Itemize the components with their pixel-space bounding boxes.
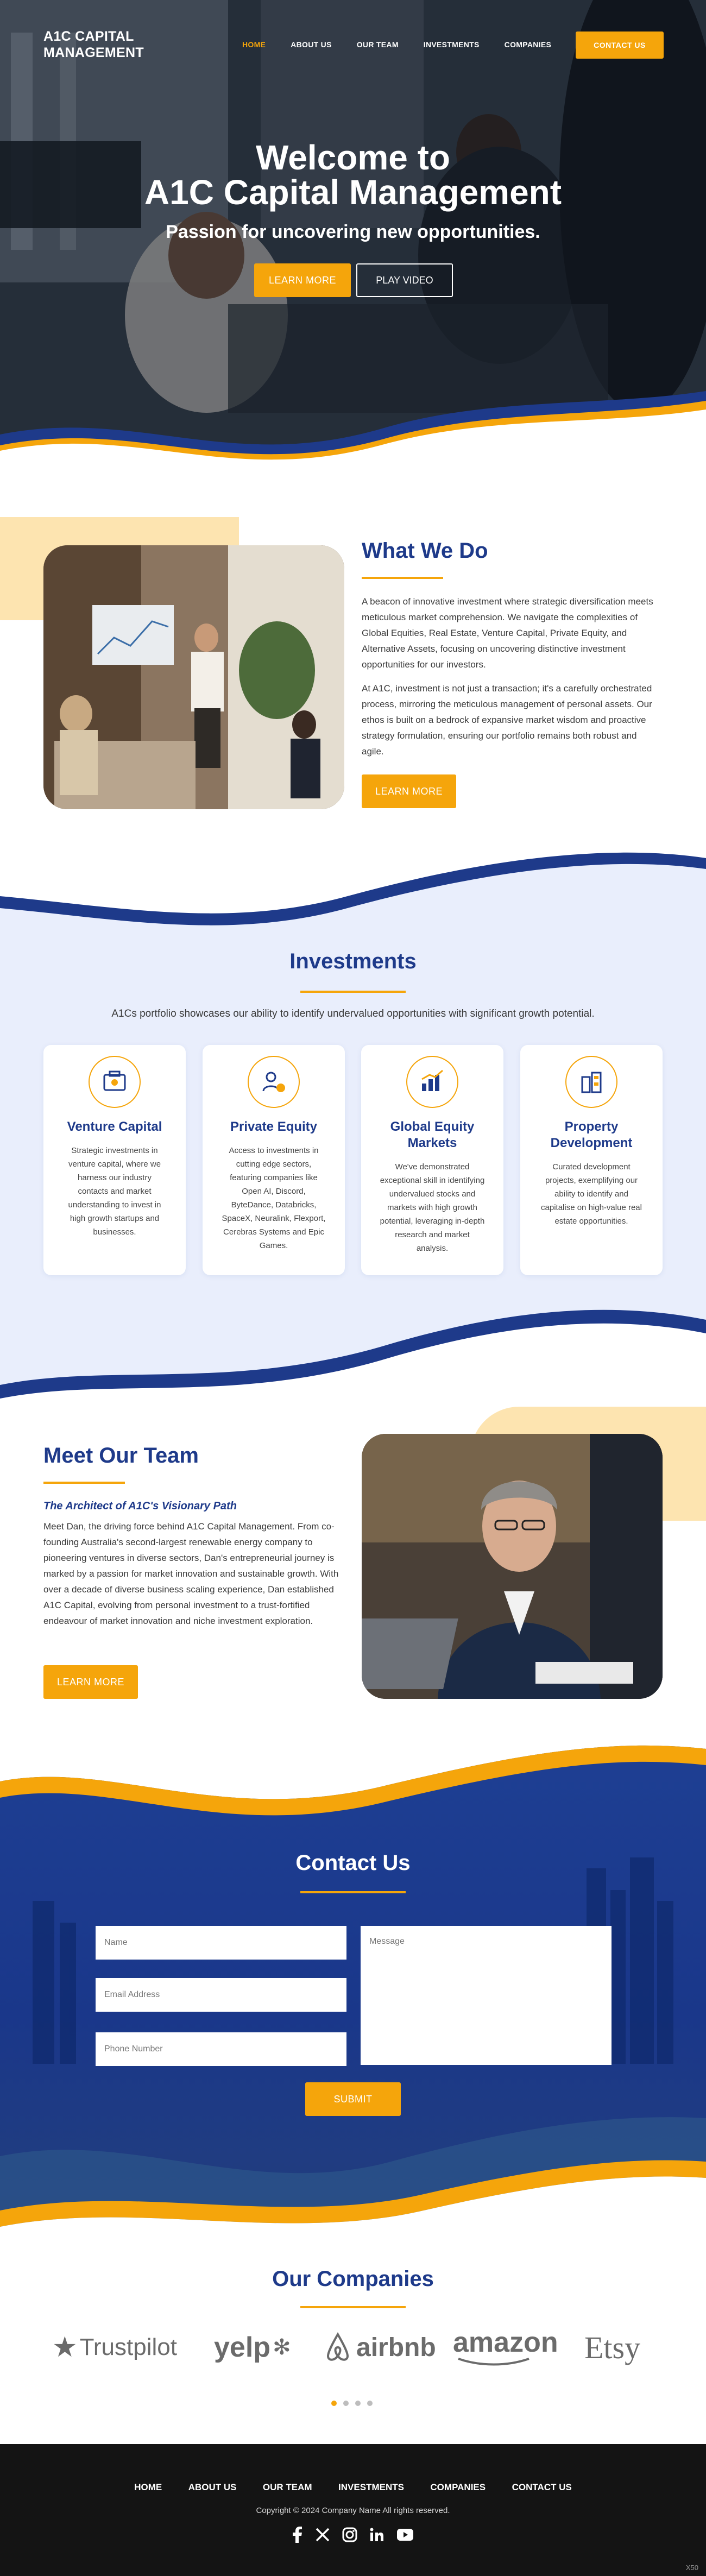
footer-nav [0,2482,706,2493]
carousel-dots [331,2401,373,2406]
nav-contact-us-button[interactable]: CONTACT US [576,32,664,59]
nav-investments[interactable]: INVESTMENTS [423,40,480,49]
investment-card-venture-capital[interactable] [43,1045,186,1275]
trustpilot-logo[interactable] [52,2326,177,2369]
footer-nav-investments[interactable]: INVESTMENTS [338,2482,404,2492]
what-we-do-title: What We Do [362,539,488,563]
what-we-do-accent-line [362,577,443,579]
facebook-icon[interactable] [291,2527,303,2543]
etsy-logo[interactable] [584,2326,640,2369]
logo-line-2: MANAGEMENT [43,45,144,60]
airbnb-mark-icon [323,2331,353,2364]
private-equity-icon [248,1056,300,1108]
what-we-do-learn-more-button[interactable]: LEARN MORE [362,774,456,808]
nav-about-us[interactable]: ABOUT US [291,40,332,49]
footer-nav-home[interactable]: HOME [134,2482,162,2492]
footer-nav-companies[interactable]: COMPANIES [430,2482,486,2492]
hero-section [0,0,706,467]
hero-title [0,140,706,210]
footer [0,2444,706,2576]
contact-title: Contact Us [295,1851,411,1875]
etsy-logo-text: Etsy [584,2329,641,2365]
carousel-dot-4[interactable] [367,2401,373,2406]
yelp-logo-text: yelp [214,2332,271,2363]
phone-field[interactable] [96,2032,346,2066]
hero-subtitle: Passion for uncovering new opportunities. [166,222,540,242]
hero-learn-more-button[interactable]: LEARN MORE [254,263,351,297]
global-equity-text: We've demonstrated exceptional skill in identifying undervalued stocks and markets with high growth potential, leveraging in-depth research and market analysis. [380,1162,485,1253]
property-development-text: Curated development projects, exemplifying our ability to identify and capitalise on high-value real estate opportunities. [541,1162,642,1226]
airbnb-logo[interactable] [323,2326,436,2369]
property-development-title: Property Development [550,1119,633,1150]
contact-accent-line [300,1891,406,1893]
private-equity-text: Access to investments in cutting edge sectors, featuring companies like Open AI, Discord, ByteDance, Databricks, SpaceX, Neuralink, Flexport, Cerebras Systems and Epic Games. [222,1146,326,1250]
nav-companies[interactable]: COMPANIES [504,40,552,49]
linkedin-icon[interactable] [369,2527,384,2542]
hero-wave-divider [0,375,706,467]
play-video-button[interactable]: PLAY VIDEO [356,263,453,297]
x-icon[interactable] [315,2527,330,2542]
star-icon: ★ [52,2332,78,2363]
message-field[interactable] [361,1926,612,2065]
footer-nav-our-team[interactable]: OUR TEAM [262,2482,312,2492]
venture-capital-title: Venture Capital [67,1119,162,1134]
team-member-photo [362,1434,663,1699]
team-learn-more-button[interactable]: LEARN MORE [43,1665,138,1699]
hero-title-line-2: A1C Capital Management [144,173,562,212]
trustpilot-logo-text: Trustpilot [79,2334,177,2360]
team-title: Meet Our Team [43,1444,199,1467]
investments-subtitle: A1Cs portfolio showcases our ability to identify undervalued opportunities with significant growth potential. [111,1008,595,1019]
investment-card-private-equity[interactable] [203,1045,345,1275]
nav-our-team[interactable]: OUR TEAM [356,40,399,49]
amazon-smile-icon [453,2357,534,2366]
amazon-logo-text: amazon [453,2327,558,2358]
youtube-icon[interactable] [396,2528,414,2542]
team-description: Meet Dan, the driving force behind A1C Capital Management. From co-founding Australia's second-largest renewable energy company to pioneering ventures in diverse sectors, Dan's entrepreneurial journey is marked by a passion for market innovation and sustainable growth. With over a decade of diverse business scaling experience, Dan established A1C Capital, evolving from personal investment to a trust-fortified endeavour of market innovation and niche investment exploration. [43,1521,339,1626]
global-equity-icon [406,1056,458,1108]
carousel-dot-2[interactable] [343,2401,349,2406]
carousel-dot-3[interactable] [355,2401,361,2406]
investment-card-property-development[interactable] [520,1045,663,1275]
team-subtitle: The Architect of A1C's Visionary Path [43,1500,237,1512]
name-field[interactable] [96,1926,346,1960]
email-field[interactable] [96,1978,346,2012]
yelp-logo[interactable] [214,2326,291,2369]
nav-home[interactable]: HOME [242,40,266,49]
submit-button[interactable]: SUBMIT [305,2082,401,2116]
property-icon [565,1056,617,1108]
amazon-logo[interactable] [453,2326,558,2369]
footer-nav-contact-us[interactable]: CONTACT US [512,2482,572,2492]
team-accent-line [43,1482,125,1484]
venture-capital-text: Strategic investments in venture capital, where we harness our industry contacts and market understanding to invest in high growth startups and businesses. [68,1146,161,1237]
footer-nav-about-us[interactable]: ABOUT US [188,2482,237,2492]
investments-title: Investments [289,949,417,973]
what-we-do-image [43,545,344,809]
logo-line-1: A1C CAPITAL [43,29,134,44]
private-equity-title: Private Equity [230,1119,318,1134]
companies-title: Our Companies [272,2267,434,2291]
site-logo[interactable] [43,28,144,61]
yelp-burst-icon: ✻ [273,2335,291,2359]
airbnb-logo-text: airbnb [356,2333,436,2362]
investments-accent-line [300,991,406,993]
hero-title-line-1: Welcome to [256,138,450,177]
what-we-do-paragraph-2: At A1C, investment is not just a transaction; it's a carefully orchestrated process, mirroring the meticulous management of personal assets. Our ethos is built on a bedrock of expansive market wisdom and proactive strategy formulation, ensuring our portfolio remains both robust and agile. [362,683,652,757]
investment-card-global-equity[interactable] [361,1045,503,1275]
social-links [291,2527,414,2543]
carousel-dot-1[interactable] [331,2401,337,2406]
main-nav [242,40,576,49]
what-we-do-paragraph-1: A beacon of innovative investment where strategic diversification meets meticulous market comprehension. We navigate the complexities of Global Equities, Real Estate, Venture Capital, Private Equity, and Alternative Assets, focusing on uncovering distinctive investment opportunities for our investors. [362,596,653,670]
instagram-icon[interactable] [342,2527,357,2542]
copyright-text: Copyright © 2024 Company Name All rights reserved. [256,2506,450,2515]
size-badge: X50 [685,2564,698,2572]
global-equity-title: Global Equity Markets [390,1119,475,1150]
venture-capital-icon [89,1056,141,1108]
companies-accent-line [300,2306,406,2308]
